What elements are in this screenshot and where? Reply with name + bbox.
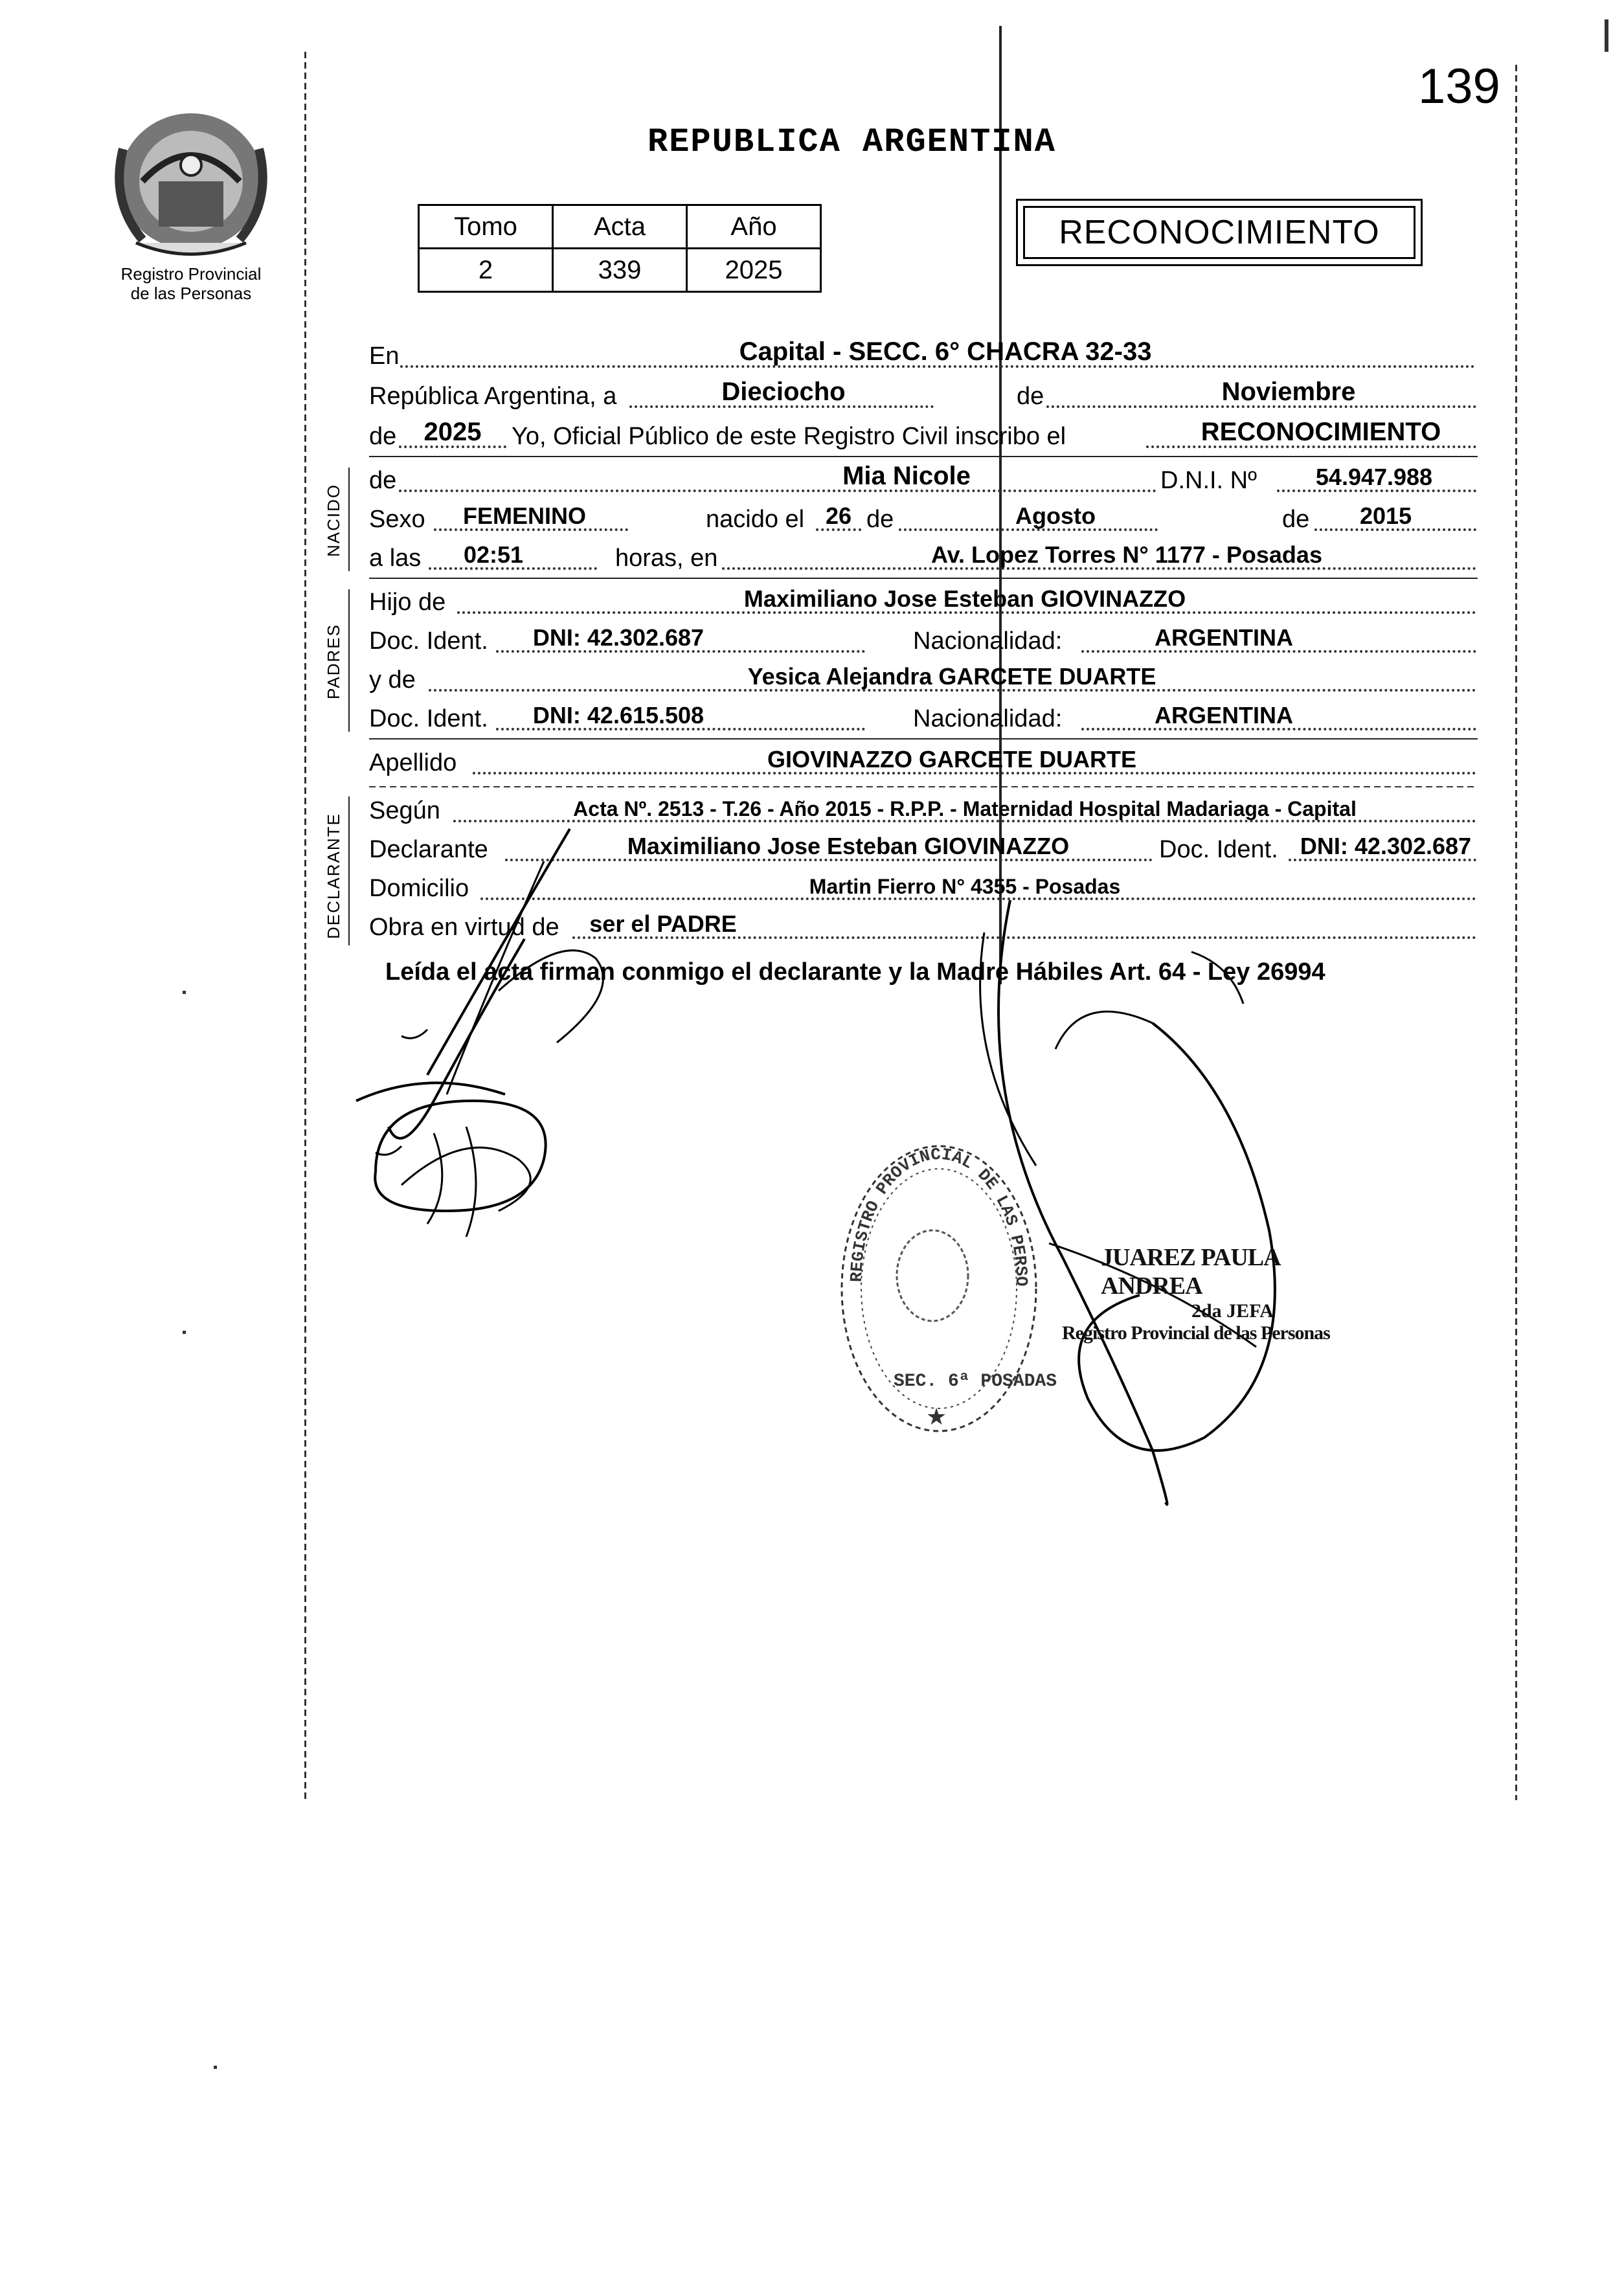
nacido-el-label: nacido el <box>706 506 805 533</box>
nacido-side-label: NACIDO <box>324 483 343 557</box>
father-doc-label: Doc. Ident. <box>369 627 488 655</box>
oficial-text: Yo, Oficial Público de este Registro Civil inscribo el <box>512 423 1066 450</box>
logo-caption-line2: de las Personas <box>130 284 252 303</box>
mother-nac-label: Nacionalidad: <box>913 705 1063 732</box>
de-label: de <box>1017 383 1044 410</box>
declarante-label: Declarante <box>369 836 488 863</box>
father-doc-value: DNI: 42.302.687 <box>532 624 705 651</box>
misiones-coat-of-arms-logo <box>97 104 285 265</box>
scan-mark <box>1605 19 1608 52</box>
birth-hour-value: 02:51 <box>463 541 524 568</box>
svg-text:REGISTRO PROVINCIAL DE LAS PER <box>824 1125 1031 1287</box>
nacido-de-label: de <box>369 467 397 494</box>
document-title: REPUBLICA ARGENTINA <box>648 123 1056 161</box>
obra-value: ser el PADRE <box>589 910 737 937</box>
a-las-label: a las <box>369 545 422 572</box>
closing-statement: Leída el acta firman conmigo el declarante y la Madre Hábiles Art. 64 - Ley 26994 <box>385 958 1325 986</box>
tomo-value: 2 <box>419 249 553 292</box>
birth-place-value: Av. Lopez Torres N° 1177 - Posadas <box>931 541 1322 568</box>
mother-doc-row <box>369 699 1476 738</box>
apellido-label: Apellido <box>369 749 457 776</box>
tomo-acta-anio-table <box>418 204 822 293</box>
year-value: 2025 <box>423 418 482 446</box>
sexo-label: Sexo <box>369 506 425 533</box>
en-row <box>369 337 1476 376</box>
official-org: Registro Provincial de las Personas <box>1062 1322 1330 1344</box>
child-dni-value: 54.947.988 <box>1315 464 1433 490</box>
horas-en-label: horas, en <box>615 545 718 572</box>
mother-doc-label: Doc. Ident. <box>369 705 488 732</box>
apellido-row <box>369 743 1476 782</box>
dni-label: D.N.I. Nº <box>1160 467 1257 494</box>
scan-dot <box>183 1331 186 1334</box>
scan-dot <box>214 2066 217 2069</box>
child-name-value: Mia Nicole <box>842 462 971 490</box>
mother-nac-value: ARGENTINA <box>1155 702 1293 728</box>
y-de-label: y de <box>369 666 416 694</box>
stamp-ring-text: REGISTRO PROVINCIAL DE LAS PERSONAS <box>824 1125 1032 1287</box>
registry-stamp <box>824 1125 1057 1451</box>
anio-value: 2025 <box>687 249 821 292</box>
page-number: 139 <box>1418 59 1500 114</box>
acta-header: Acta <box>553 205 687 249</box>
official-role: 2da JEFA <box>1191 1300 1274 1322</box>
nacido-de-label3: de <box>1282 506 1310 533</box>
nacido-sexo-row <box>369 500 1476 539</box>
birth-month-value: Agosto <box>1015 502 1096 529</box>
acta-value: 339 <box>553 249 687 292</box>
birth-day-value: 26 <box>825 502 852 529</box>
y-de-row <box>369 660 1476 699</box>
day-value: Dieciocho <box>721 378 846 406</box>
sexo-value: FEMENINO <box>462 502 586 529</box>
domicilio-label: Domicilio <box>369 875 469 902</box>
republica-row <box>369 377 1476 416</box>
acta-type-box: RECONOCIMIENTO <box>1023 206 1415 259</box>
segun-value: Acta Nº. 2513 - T.26 - Año 2015 - R.P.P. - Maternidad Hospital Madariaga - Capital <box>573 797 1357 820</box>
svg-text:★: ★ <box>926 1403 947 1430</box>
month-value: Noviembre <box>1221 378 1356 406</box>
mother-name-value: Yesica Alejandra GARCETE DUARTE <box>747 663 1156 690</box>
nacido-de-label2: de <box>866 506 894 533</box>
domicilio-value: Martin Fierro N° 4355 - Posadas <box>809 875 1121 898</box>
father-name-value: Maximiliano Jose Esteban GIOVINAZZO <box>743 585 1186 612</box>
left-margin-line <box>304 52 306 1800</box>
segun-label: Según <box>369 797 440 824</box>
declarante-doc-label: Doc. Ident. <box>1159 836 1278 863</box>
en-label: En <box>369 343 400 370</box>
en-value: Capital - SECC. 6° CHACRA 32-33 <box>739 337 1152 366</box>
stamp-office-text: SEC. 6ª POSADAS <box>894 1372 1057 1392</box>
nacido-hora-row <box>369 539 1476 578</box>
official-stamp <box>1062 1243 1373 1344</box>
tomo-header: Tomo <box>419 205 553 249</box>
inscribo-value: RECONOCIMIENTO <box>1201 418 1441 446</box>
obra-label: Obra en virtud de <box>369 914 559 941</box>
scan-dot <box>183 991 186 994</box>
hijo-de-row <box>369 583 1476 622</box>
mother-doc-value: DNI: 42.615.508 <box>532 702 705 728</box>
right-margin-line <box>1515 65 1517 1800</box>
apellido-value: GIOVINAZZO GARCETE DUARTE <box>767 746 1136 773</box>
republica-label: República Argentina, a <box>369 383 617 410</box>
de-year-label: de <box>369 423 397 450</box>
padres-side-label: PADRES <box>324 624 343 699</box>
father-doc-row <box>369 622 1476 660</box>
anio-header: Año <box>687 205 821 249</box>
declarante-side-label: DECLARANTE <box>324 813 343 939</box>
father-nac-value: ARGENTINA <box>1155 624 1293 651</box>
declarante-doc-value: DNI: 42.302.687 <box>1300 833 1472 859</box>
official-name: JUAREZ PAULA ANDREA <box>1101 1244 1280 1300</box>
oficial-row <box>369 417 1476 456</box>
hijo-de-label: Hijo de <box>369 589 446 616</box>
birth-year-value: 2015 <box>1359 502 1412 529</box>
declarante-value: Maximiliano Jose Esteban GIOVINAZZO <box>627 833 1070 859</box>
father-nac-label: Nacionalidad: <box>913 627 1063 655</box>
nacido-name-row <box>369 461 1476 500</box>
declarant-signature <box>350 822 712 1237</box>
logo-caption-line1: Registro Provincial <box>120 264 262 284</box>
